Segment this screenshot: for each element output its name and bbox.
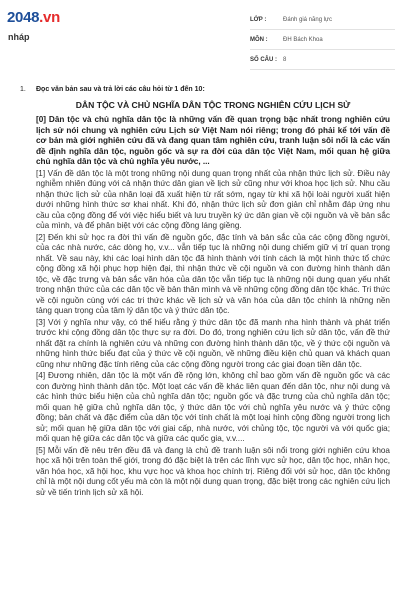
meta-label-class: LỚP :: [250, 16, 267, 23]
meta-label-question-count: SỐ CÂU :: [250, 56, 277, 63]
page-header: [0, 0, 400, 78]
passage-paragraph-0: [0] Dân tộc và chủ nghĩa dân tộc là những vấn đề quan trọng bậc nhất trong nghiên cứu lịch sử nói chung và nghiên cứu Lịch sử Việt Nam nói riêng; trong đó phải kể tới vấn đề cơ bản mà giới nghiên cứu đã và đang quan tâm nghiên cứu, tranh luận sôi nổi là các vấn đề định nghĩa dân tộc, nguồn gốc và sự ra đời của dân tộc Việt Nam, mối quan hệ giữa chủ nghĩa dân tộc và chủ nghĩa yêu nước, ...: [36, 115, 390, 166]
logo-main: 2048: [7, 9, 40, 26]
question-instruction-text: Đọc văn bản sau và trả lời các câu hỏi từ 1 đến 10:: [36, 86, 205, 93]
question-instruction: [20, 86, 205, 93]
passage-paragraph-3: [3] Với ý nghĩa như vậy, có thể hiểu rằng ý thức dân tộc đã manh nha hình thành và phát triển trước khi cộng đồng dân tộc thực sự ra đời. Do đó, trong nghiên cứu lịch sử dân tộc, vấn đề thứ nhất đặt ra chính là nghiên cứu và những con đường hình thành dân tộc, về ý thức cội nguồn và những hình thức biểu đạt của ý thức về cội nguồn, về những điều kiện chủ quan và khách quan cũng như những đặc tính riêng của các cộng đồng người trong các giai đoạn tiền dân tộc.: [36, 317, 390, 369]
meta-row-subject: [250, 30, 395, 50]
meta-row-question-count: [250, 50, 395, 70]
meta-value-question-count: 8: [283, 56, 287, 63]
logo-accent: .vn: [39, 9, 60, 26]
meta-value-class: Đánh giá năng lực: [283, 16, 333, 23]
reading-passage: [36, 96, 390, 499]
exam-meta-box: [250, 10, 395, 70]
passage-title: DÂN TỘC VÀ CHỦ NGHĨA DÂN TỘC TRONG NGHIÊN CỨU LỊCH SỬ: [75, 100, 351, 110]
question-number: 1.: [20, 86, 26, 93]
meta-label-subject: MÔN :: [250, 36, 268, 43]
meta-value-subject: ĐH Bách Khoa: [283, 36, 323, 43]
meta-row-class: [250, 10, 395, 30]
passage-paragraph-5: [5] Mỗi vấn đề nêu trên đều đã và đang là chủ đề tranh luận sôi nổi trong giới nghiên cứu khoa học xã hội trên toàn thế giới, trong đó đặc biệt là trên các lĩnh vực sử học, dân tộc học, nhân học, văn hóa học, xã hội học, khu vực học và khoa học chính trị. Riêng đối với sử học, dân tộc không chỉ là một nội dung cốt yếu mà còn là một nội dung quan trọng, đặc biệt trong các nghiên cứu lịch sử về tiến trình lịch sử xã hội.: [36, 445, 390, 497]
passage-paragraph-2: [2] Đến khi sử học ra đời thì vấn đề nguồn gốc, đặc tính và bản sắc của các cộng đồng người, của các nhà nước, các dòng họ, v.v... vẫn tiếp tục là những nội dung chiếm giữ vị trí quan trọng nhất. Về sau này, khi các loại hình dân tộc đã hình thành với tính cách là một hình thức tổ chức cộng đồng xã hội phục hợp hiện đại, thì nhận thức về cội nguồn và con đường hình thành dân tộc, về đặc trưng và bản sắc văn hóa của dân tộc vẫn tiếp tục là những nội dung quan yếu nhất trong nhận thức của các dân tộc về bản thân mình và về những cộng đồng dân tộc khác. Tri thức về cội nguồn cùng với các tri thức khác về lịch sử và văn hóa của dân tộc chính là những nền tảng quan trọng của tâm lý dân tộc và ý thức dân tộc.: [36, 232, 390, 315]
draft-label: nháp: [8, 32, 30, 42]
passage-paragraph-1: [1] Vấn đề dân tộc là một trong những nội dung quan trọng nhất của nhận thức lịch sử. Điều này nghiễm nhiên đúng với cả nhận thức dân gian về lịch sử cũng như với khoa học lịch sử. Nhu cầu nhận thức lịch sử của nhân loại đã xuất hiện từ rất sớm, ngay từ khi xã hội loài người xuất hiện dưới những hình thức sơ khai nhất. Khi đó, nhận thức lịch sử đơn giản chỉ nhằm đáp ứng nhu cầu của cộng đồng để với việc hiểu biết và lưu truyền ký ức dân gian về cội nguồn và về bản sắc của mình, và để phân biệt với các cộng đồng láng giềng.: [36, 168, 390, 230]
site-logo[interactable]: [7, 9, 60, 26]
passage-paragraph-4: [4] Đương nhiên, dân tộc là một vấn đề rộng lớn, không chỉ bao gồm vấn đề nguồn gốc và các con đường hình thành dân tộc. Một loạt các vấn đề khác liên quan đến dân tộc, như nội dung và các hình thức biểu hiện của chủ nghĩa dân tộc; nguồn gốc và đặc trưng của chủ nghĩa dân tộc; mối quan hệ giữa chủ nghĩa dân tộc, ý thức dân tộc với chủ nghĩa yêu nước và ý thức cộng đồng; bản chất và đặc điểm của dân tộc với tính chất là một loại hình cộng đồng người trong lịch sử; mối quan hệ giữa dân tộc với giai cấp, nhà nước, với chủng tộc, tộc người và với quốc gia; mối quan hệ giữa các dân tộc và giữa các quốc gia, v.v....: [36, 371, 390, 443]
